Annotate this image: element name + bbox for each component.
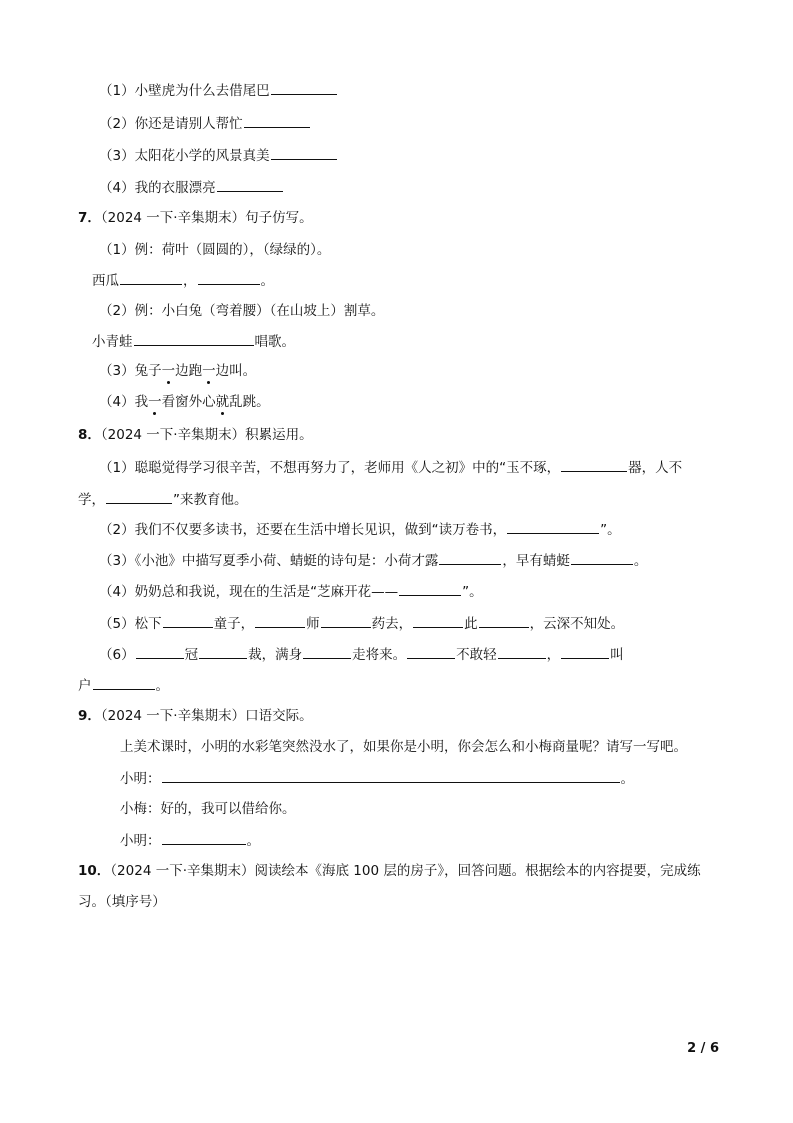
q7-sentence-3: （3）兔子一边跑一边叫。 — [99, 363, 257, 379]
answer-blank[interactable] — [93, 675, 155, 690]
q8-item-1-line-1: （1）聪聪觉得学习很辛苦，不想再努力了，老师用《人之初》中的“玉不琢， 器，人不 — [99, 457, 682, 478]
q7-example-2: （2）例：小白兔（弯着腰）（在山坡上）割草。 — [99, 303, 385, 319]
q7-answer-1: 西瓜 ， 。 — [92, 270, 274, 291]
q8-item-6-line-2: 户 。 — [78, 675, 169, 696]
answer-blank[interactable] — [136, 644, 184, 659]
answer-blank[interactable] — [199, 644, 247, 659]
answer-blank[interactable] — [162, 830, 246, 845]
q8-item-2: （2）我们不仅要多读书，还要在生活中增长见识，做到“读万卷书， ”。 — [99, 519, 621, 540]
answer-blank[interactable] — [198, 270, 260, 285]
q8-item-5: （5）松下 童子， 师 药去， 此 ，云深不知处。 — [99, 613, 624, 634]
answer-blank[interactable] — [217, 177, 283, 192]
page-number: 2 / 6 — [687, 1041, 719, 1056]
q9-dialogue-1: 小明： 。 — [120, 768, 634, 789]
q8-item-4: （4）奶奶总和我说，现在的生活是“芝麻开花—— ”。 — [99, 581, 483, 602]
q6-item-3: （3）太阳花小学的风景真美 — [99, 145, 338, 166]
q7-answer-2: 小青蛙 唱歌。 — [92, 331, 295, 352]
q9-dialogue-3: 小明： 。 — [120, 830, 260, 851]
q9-header: 9．（2024 一下·辛集期末）口语交际。 — [78, 708, 313, 724]
q8-item-1-line-2: 学， ”来教育他。 — [78, 489, 248, 510]
answer-blank[interactable] — [271, 145, 337, 160]
answer-blank[interactable] — [507, 519, 599, 534]
answer-blank[interactable] — [479, 613, 529, 628]
q7-example-1: （1）例：荷叶（圆圆的），（绿绿的）。 — [99, 242, 331, 258]
answer-blank[interactable] — [134, 331, 254, 346]
answer-blank[interactable] — [120, 270, 182, 285]
answer-blank[interactable] — [255, 613, 305, 628]
q7-header: 7．（2024 一下·辛集期末）句子仿写。 — [78, 210, 313, 226]
q8-header: 8．（2024 一下·辛集期末）积累运用。 — [78, 427, 313, 443]
q10-line-2: 习。（填序号） — [78, 894, 166, 910]
answer-blank[interactable] — [399, 581, 461, 596]
q9-dialogue-2: 小梅：好的，我可以借给你。 — [120, 801, 296, 817]
answer-blank[interactable] — [271, 80, 337, 95]
q6-item-4: （4）我的衣服漂亮 — [99, 177, 284, 198]
q7-sentence-4: （4）我一看窗外心就乱跳。 — [99, 394, 270, 410]
q8-item-3: （3）《小池》中描写夏季小荷、蜻蜓的诗句是：小荷才露 ，早有蜻蜓 。 — [99, 550, 647, 571]
q6-item-1: （1）小壁虎为什么去借尾巴 — [99, 80, 338, 101]
answer-blank[interactable] — [413, 613, 463, 628]
answer-blank[interactable] — [244, 113, 310, 128]
answer-blank[interactable] — [439, 550, 501, 565]
q8-item-6-line-1: （6） 冠 裁，满身 走将来。 不敢轻 ， 叫 — [99, 644, 624, 665]
answer-blank[interactable] — [561, 457, 627, 472]
answer-blank[interactable] — [407, 644, 455, 659]
q9-prompt: 上美术课时，小明的水彩笔突然没水了，如果你是小明，你会怎么和小梅商量呢？请写一写吧。 — [120, 739, 687, 755]
answer-blank[interactable] — [106, 489, 172, 504]
answer-blank[interactable] — [162, 768, 620, 783]
answer-blank[interactable] — [561, 644, 609, 659]
answer-blank[interactable] — [163, 613, 213, 628]
q6-item-2: （2）你还是请别人帮忙 — [99, 113, 311, 134]
answer-blank[interactable] — [321, 613, 371, 628]
q10-line-1: 10．（2024 一下·辛集期末）阅读绘本《海底 100 层的房子》，回答问题。根据绘本的内容提要，完成练 — [78, 863, 701, 879]
answer-blank[interactable] — [498, 644, 546, 659]
answer-blank[interactable] — [571, 550, 633, 565]
answer-blank[interactable] — [303, 644, 351, 659]
